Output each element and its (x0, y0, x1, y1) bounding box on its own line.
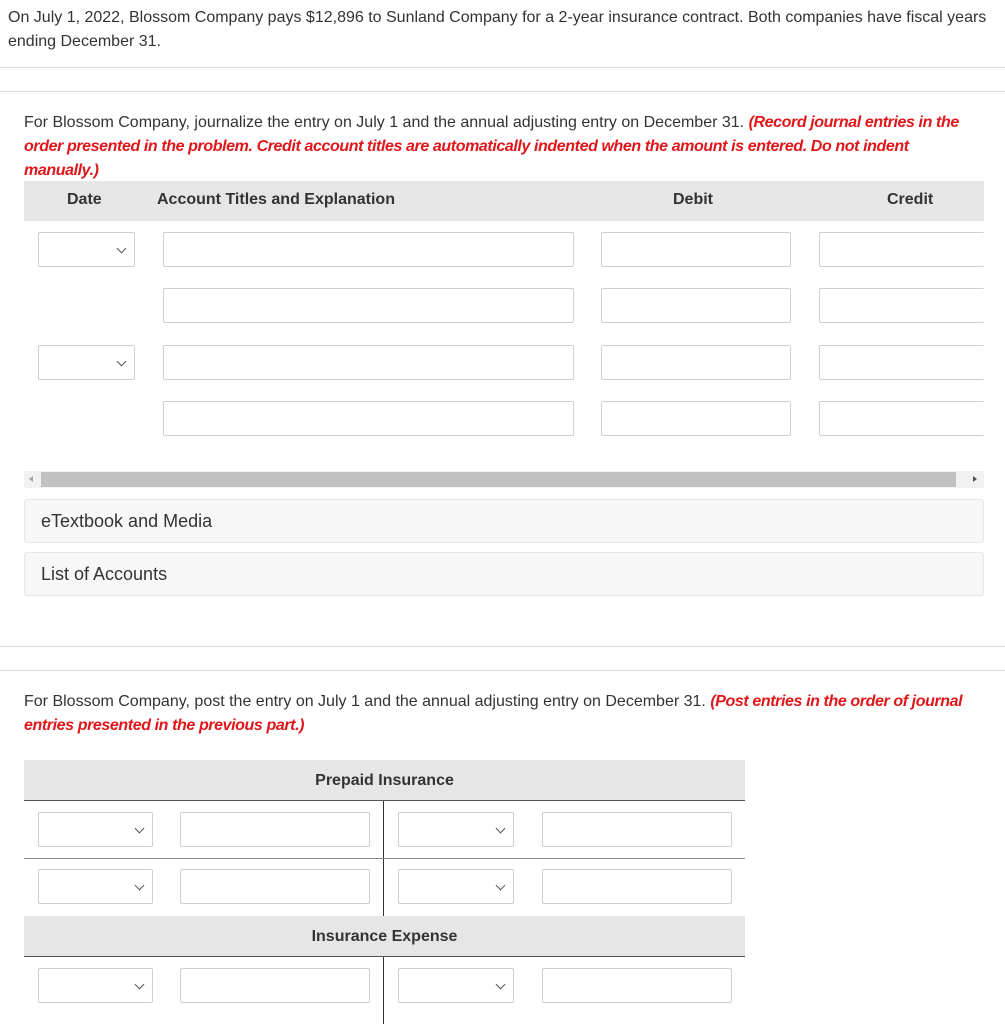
debit-input[interactable] (601, 401, 791, 436)
prepaid-insurance-header: Prepaid Insurance (24, 760, 745, 801)
problem-statement: On July 1, 2022, Blossom Company pays $12,896 to Sunland Company for a 2-year insurance contract. Both companies have fiscal years ending December 31. (8, 9, 987, 50)
chevron-down-icon (496, 880, 506, 890)
scrollbar-thumb[interactable] (41, 472, 956, 487)
chevron-down-icon (496, 823, 506, 833)
chevron-down-icon (117, 356, 127, 366)
insurance-expense-header: Insurance Expense (24, 916, 745, 957)
account-title-input[interactable] (163, 288, 574, 323)
credit-input[interactable] (819, 232, 984, 267)
debit-amount-input[interactable] (180, 869, 370, 904)
chevron-down-icon (135, 979, 145, 989)
divider (0, 670, 1005, 671)
divider (0, 91, 1005, 92)
account-title-input[interactable] (163, 345, 574, 380)
credit-column-header: Credit (887, 191, 934, 208)
part1-instruction (24, 111, 984, 183)
part1-instruction-note: (Record journal entries in the order presented in the problem. Credit account titles are automatically indented when the amount is entered. Do not indent manually.) (24, 114, 959, 179)
debit-amount-input[interactable] (180, 968, 370, 1003)
chevron-down-icon (135, 880, 145, 890)
debit-date-select[interactable] (38, 869, 153, 904)
date-column-header: Date (67, 191, 102, 208)
credit-date-select[interactable] (398, 812, 514, 847)
chevron-down-icon (117, 243, 127, 253)
credit-input[interactable] (819, 345, 984, 380)
etextbook-media-link[interactable]: eTextbook and Media (24, 499, 984, 543)
credit-input[interactable] (819, 401, 984, 436)
divider (0, 646, 1005, 647)
chevron-down-icon (496, 979, 506, 989)
part2-instruction-text: For Blossom Company, post the entry on July 1 and the annual adjusting entry on December 31. (24, 693, 706, 710)
date-select[interactable] (38, 232, 135, 267)
scroll-left-arrow-icon[interactable] (29, 476, 33, 482)
account-title-input[interactable] (163, 232, 574, 267)
credit-amount-input[interactable] (542, 812, 732, 847)
horizontal-scrollbar[interactable] (24, 471, 984, 488)
debit-input[interactable] (601, 288, 791, 323)
t-account-divider (383, 957, 384, 1024)
debit-date-select[interactable] (38, 812, 153, 847)
scroll-right-arrow-icon[interactable] (973, 476, 977, 482)
credit-date-select[interactable] (398, 968, 514, 1003)
chevron-down-icon (135, 823, 145, 833)
credit-amount-input[interactable] (542, 869, 732, 904)
credit-date-select[interactable] (398, 869, 514, 904)
account-title-input[interactable] (163, 401, 574, 436)
debit-column-header: Debit (673, 191, 713, 208)
part2-instruction-note: (Post entries in the order of journal entries presented in the previous part.) (24, 693, 963, 734)
journal-table-header (24, 181, 984, 221)
account-column-header: Account Titles and Explanation (157, 191, 395, 208)
part2-instruction (24, 690, 984, 738)
part1-instruction-text: For Blossom Company, journalize the entry on July 1 and the annual adjusting entry on December 31. (24, 114, 745, 131)
divider (0, 67, 1005, 68)
date-select[interactable] (38, 345, 135, 380)
credit-input[interactable] (819, 288, 984, 323)
debit-input[interactable] (601, 232, 791, 267)
debit-date-select[interactable] (38, 968, 153, 1003)
debit-input[interactable] (601, 345, 791, 380)
row-divider (24, 858, 745, 859)
credit-amount-input[interactable] (542, 968, 732, 1003)
debit-amount-input[interactable] (180, 812, 370, 847)
list-of-accounts-link[interactable]: List of Accounts (24, 552, 984, 596)
